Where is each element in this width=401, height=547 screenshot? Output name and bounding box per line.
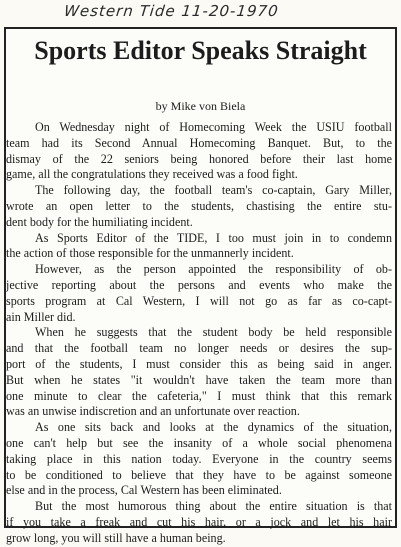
body-line: taking place in this nation today. Everyone in the country seems [6, 451, 392, 466]
body-line: But the most humorous thing about the entire situation is that [35, 499, 392, 514]
body-line: to be conditioned to believe that they have to be against someone [6, 467, 392, 482]
body-line: As one sits back and looks at the dynamics of the situation, [35, 420, 392, 435]
body-line: dent body for the humiliating incident. [6, 214, 193, 229]
body-line: But when he states "it wouldn't have taken the team more than [6, 372, 392, 387]
body-line: When he suggests that the student body be held responsible [35, 325, 392, 340]
body-line: was an unwise indiscretion and an unfortunate over reaction. [6, 404, 300, 419]
body-line: and that the football team no longer needs or desires the sup- [6, 341, 392, 356]
body-line: the action of those responsible for the unmannerly incident. [6, 246, 294, 261]
body-line: sports program at Cal Western, I will not go as far as co-capt- [6, 293, 392, 308]
body-line: dismay of the 22 seniors being honored before their last home [6, 151, 392, 166]
newspaper-clipping [4, 27, 397, 545]
body-line: port of the students, I must consider this as being said in anger. [6, 356, 392, 371]
body-line: wrote an open letter to the students, chastising the entire stu- [6, 198, 392, 213]
body-line: one minute to clear the cafeteria," I must think that this remark [6, 388, 392, 403]
handwritten-date-note: Western Tide 11-20-1970 [63, 2, 280, 20]
body-line: On Wednesday night of Homecoming Week the USIU football [35, 120, 392, 134]
body-line: game, all the congratulations they received was a food fight. [6, 167, 298, 182]
body-line: The following day, the football team's co-captain, Gary Miller, [35, 183, 392, 198]
body-line: team had its Second Annual Homecoming Banquet. But, to the [6, 135, 392, 150]
article-headline: Sports Editor Speaks Straight [34, 36, 367, 65]
body-line: if you take a freak and cut his hair, or a jock and let his hair [6, 514, 392, 529]
body-line: As Sports Editor of the TIDE, I too must join in to condemn [35, 230, 392, 245]
body-line: However, as the person appointed the responsibility of ob- [35, 262, 392, 277]
body-line: jective reporting about the persons and events who make the [6, 277, 392, 292]
body-line: grow long, you will still have a human being. [6, 530, 226, 545]
body-line: one can't help but see the insanity of a whole social phenomena [6, 435, 392, 450]
article-body [6, 120, 395, 547]
article-byline: by Mike von Biela [155, 99, 246, 113]
body-line: else and in the process, Cal Western has been eliminated. [6, 483, 282, 498]
body-line: ain Miller did. [6, 309, 76, 324]
